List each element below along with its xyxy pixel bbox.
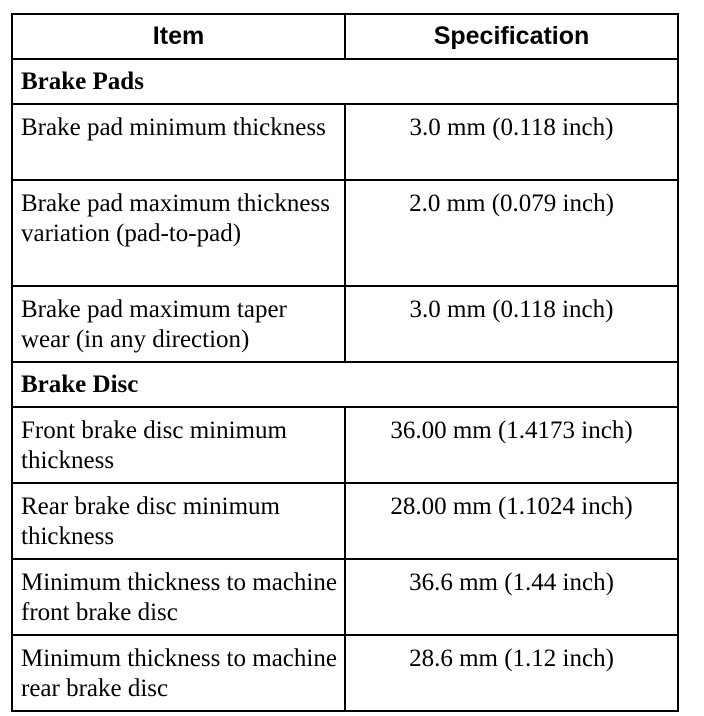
spec-cell: 2.0 mm (0.079 inch) — [345, 180, 678, 286]
brake-specification-table — [11, 13, 679, 712]
table-row — [12, 180, 678, 286]
spec-cell: 36.00 mm (1.4173 inch) — [345, 407, 678, 483]
spec-cell: 36.6 mm (1.44 inch) — [345, 559, 678, 635]
table-row — [12, 559, 678, 635]
item-cell: Brake pad maximum taper wear (in any direction) — [12, 286, 345, 362]
table-row — [12, 104, 678, 180]
spec-cell: 3.0 mm (0.118 inch) — [345, 286, 678, 362]
column-header-specification: Specification — [345, 14, 678, 59]
section-row-brake-disc — [12, 362, 678, 407]
section-title: Brake Pads — [12, 59, 678, 104]
section-title: Brake Disc — [12, 362, 678, 407]
item-cell: Brake pad maximum thickness variation (pad-to-pad) — [12, 180, 345, 286]
item-cell: Minimum thickness to machine front brake disc — [12, 559, 345, 635]
spec-cell: 28.00 mm (1.1024 inch) — [345, 483, 678, 559]
table-row — [12, 286, 678, 362]
spec-cell: 28.6 mm (1.12 inch) — [345, 635, 678, 711]
table-header-row — [12, 14, 678, 59]
table-row — [12, 635, 678, 711]
item-cell: Front brake disc minimum thickness — [12, 407, 345, 483]
column-header-item: Item — [12, 14, 345, 59]
table-row — [12, 407, 678, 483]
section-row-brake-pads — [12, 59, 678, 104]
item-cell: Brake pad minimum thickness — [12, 104, 345, 180]
item-cell: Rear brake disc minimum thickness — [12, 483, 345, 559]
spec-cell: 3.0 mm (0.118 inch) — [345, 104, 678, 180]
item-cell: Minimum thickness to machine rear brake disc — [12, 635, 345, 711]
table-row — [12, 483, 678, 559]
